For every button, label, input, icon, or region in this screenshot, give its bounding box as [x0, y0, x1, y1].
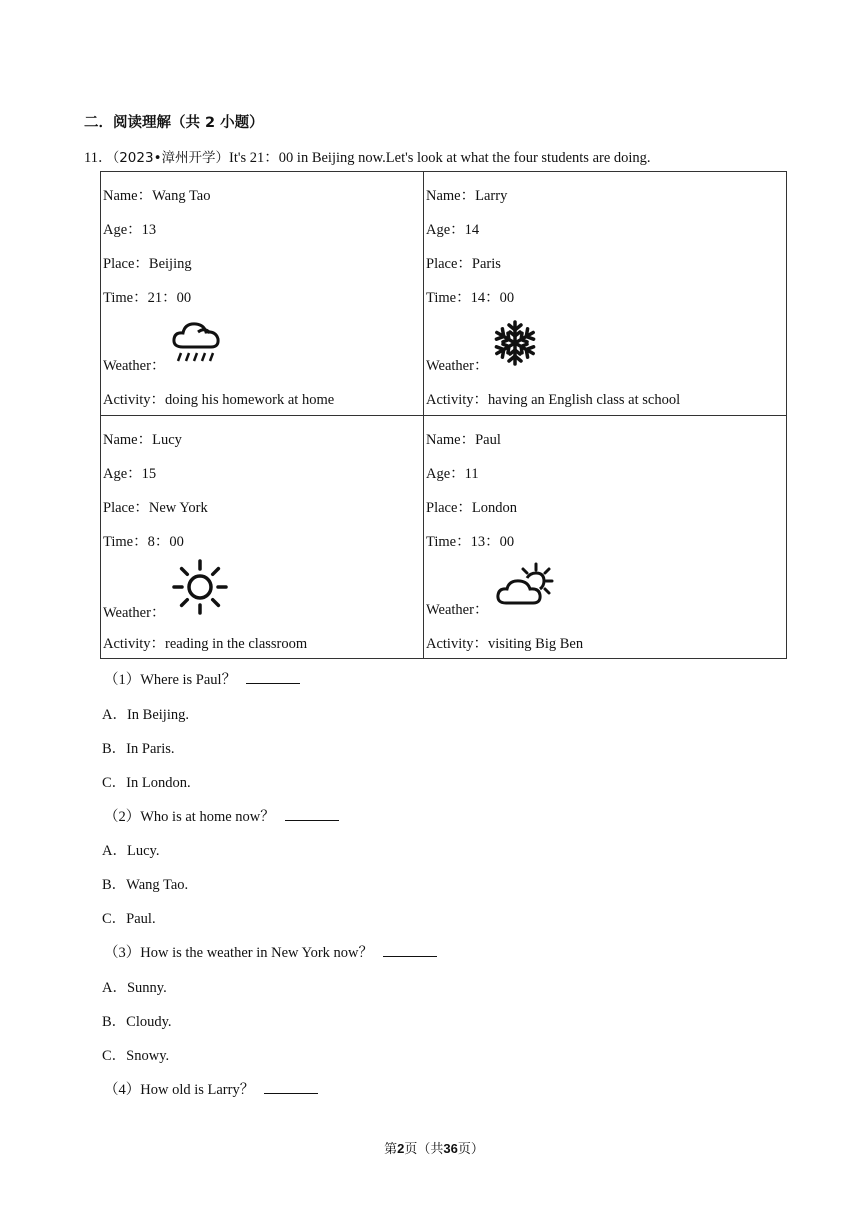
- student-name: Name：Larry: [426, 188, 508, 204]
- option-1c[interactable]: C．In London.: [102, 775, 191, 791]
- subquestion-2: [104, 805, 339, 826]
- weather-label: Weather：: [426, 602, 489, 618]
- subquestion-text: （4）How old is Larry？: [104, 1082, 255, 1098]
- weather-label: Weather：: [103, 605, 166, 621]
- student-place: Place：Paris: [426, 256, 501, 272]
- student-place: Place：New York: [103, 500, 208, 516]
- question-text: It's 21：00 in Beijing now.Let's look at what the four students are doing.: [229, 150, 651, 166]
- snowflake-icon: [491, 319, 539, 367]
- total-pages: 36: [443, 1141, 458, 1156]
- student-activity: Activity：doing his homework at home: [103, 392, 335, 408]
- option-2c[interactable]: C．Paul.: [102, 911, 156, 927]
- student-name: Name：Lucy: [103, 432, 182, 448]
- subquestion-3: [104, 941, 437, 962]
- answer-blank[interactable]: [285, 808, 339, 821]
- weather-label: Weather：: [103, 358, 166, 374]
- student-card-paul: [424, 416, 746, 659]
- answer-blank[interactable]: [246, 671, 300, 684]
- option-3b[interactable]: B．Cloudy.: [102, 1014, 172, 1030]
- question-intro: [84, 146, 651, 167]
- student-place: Place：Beijing: [103, 256, 192, 272]
- answer-blank[interactable]: [264, 1081, 318, 1094]
- student-time: Time：8：00: [103, 534, 184, 550]
- current-page: 2: [397, 1141, 405, 1156]
- student-card-larry: [424, 172, 746, 415]
- sun-icon: [171, 558, 229, 616]
- option-3a[interactable]: A．Sunny.: [102, 980, 167, 996]
- student-activity: Activity：having an English class at school: [426, 392, 681, 408]
- section-title: 二．阅读理解（共 2 小题）: [84, 115, 264, 131]
- option-3c[interactable]: C．Snowy.: [102, 1048, 170, 1064]
- student-card-wang-tao: [101, 172, 423, 415]
- option-2a[interactable]: A．Lucy.: [102, 843, 160, 859]
- answer-blank[interactable]: [383, 944, 437, 957]
- page-footer: 第2页（共36页）: [384, 1141, 484, 1157]
- option-1b[interactable]: B．In Paris.: [102, 741, 175, 757]
- weather-label: Weather：: [426, 358, 489, 374]
- student-time: Time：14：00: [426, 290, 515, 306]
- option-1a[interactable]: A．In Beijing.: [102, 707, 189, 723]
- subquestion-text: （3）How is the weather in New York now？: [104, 945, 374, 961]
- student-activity: Activity：reading in the classroom: [103, 636, 308, 652]
- subquestion-text: （2）Who is at home now？: [104, 809, 275, 825]
- cloud-rain-icon: [169, 317, 223, 367]
- student-age: Age：13: [103, 222, 157, 238]
- student-age: Age：15: [103, 466, 157, 482]
- subquestion-4: [104, 1078, 318, 1099]
- question-source: （2023•漳州开学）: [112, 150, 230, 166]
- student-name: Name：Wang Tao: [103, 188, 211, 204]
- student-card-lucy: [101, 416, 423, 659]
- student-info-table: [100, 171, 787, 659]
- question-number: 11．: [84, 150, 113, 166]
- partly-cloudy-icon: [494, 561, 556, 611]
- student-activity: Activity：visiting Big Ben: [426, 636, 584, 652]
- option-2b[interactable]: B．Wang Tao.: [102, 877, 189, 893]
- student-time: Time：13：00: [426, 534, 515, 550]
- student-time: Time：21：00: [103, 290, 192, 306]
- student-place: Place：London: [426, 500, 518, 516]
- student-age: Age：14: [426, 222, 480, 238]
- subquestion-1: [104, 668, 300, 689]
- subquestion-text: （1）Where is Paul？: [104, 672, 237, 688]
- student-age: Age：11: [426, 466, 479, 482]
- student-name: Name：Paul: [426, 432, 501, 448]
